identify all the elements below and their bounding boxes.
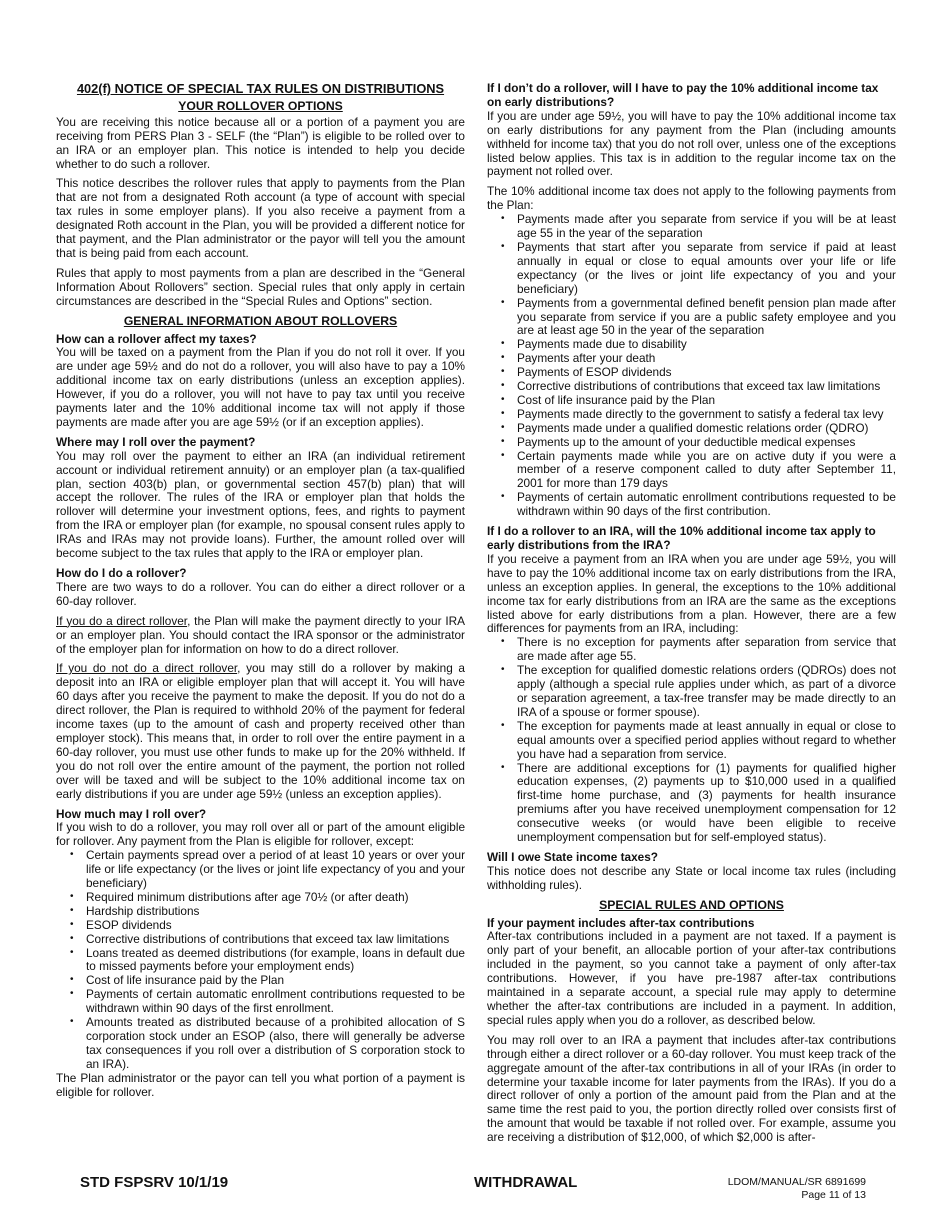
question-additional-tax: If I don’t do a rollover, will I have to pay the 10% additional income tax on early distributions? [487, 81, 879, 109]
answer-state-tax: This notice does not describe any State or local income tax rules (including withholding rules). [487, 863, 896, 892]
list-item: • There are additional exceptions for (1) payments for qualified higher education expenses, (2) payments up to $10,000 used in a qualified first-time home purchase, and (3) payments for health insurance premiums after you have received unemployment compensation for 12 consecutive weeks (or would have been eligible to receive unemployment compensation but for self-employed status). [517, 762, 896, 845]
manual-reference: LDOM/MANUAL/SR 6891699 [727, 1176, 866, 1188]
exceptions-list [56, 849, 465, 1072]
notice-title: 402(f) NOTICE OF SPECIAL TAX RULES ON DISTRIBUTIONS [76, 81, 445, 96]
list-item: • Corrective distributions of contributions that exceed tax law limitations [517, 380, 896, 394]
special-rules-heading: SPECIAL RULES AND OPTIONS [599, 897, 784, 912]
answer-ira-early: If you receive a payment from an IRA when you are under age 59½, you will have to pay the 10% additional income tax on early distributions from the IRA, unless an exception applies. In general, the exceptions to the 10% additional income tax for early distributions from an IRA are the same as the exceptions listed above for early distributions from a plan. However, there are a few differences for payments from an IRA, including: [487, 551, 896, 636]
question-how: How do I do a rollover? [56, 566, 187, 580]
list-item: • Payments from a governmental defined benefit pension plan made after you separate from service if you are a public safety employee and you are at least age 50 in the year of the separation [517, 297, 896, 339]
list-item: • Certain payments made while you are on active duty if you were a member of a reserve component called to duty after September 11, 2001 for more than 179 days [517, 450, 896, 492]
list-item: • Amounts treated as distributed because of a prohibited allocation of S corporation stock under an ESOP (also, there will generally be adverse tax consequences if you roll over a distribution of S corporation stock to an IRA). [86, 1016, 465, 1072]
answer-how-much: If you wish to do a rollover, you may roll over all or part of the amount eligible for rollover. Any payment from the Plan is eligible for rollover, except: [56, 820, 465, 849]
roth-paragraph: This notice describes the rollover rules that apply to payments from the Plan that are not from a designated Roth account (a type of account with special tax rules in some employer plans). If you also receive a payment from a designated Roth account in the Plan, you will be provided a different notice for that payment, and the Plan administrator or the payor will tell you the amount that is being paid from each account. [56, 176, 465, 260]
list-item: • The exception for qualified domestic relations orders (QDROs) does not apply (although a special rule applies under which, as part of a divorce or separation agreement, a tax-free transfer may be made directly to an IRA of a spouse or former spouse). [517, 664, 896, 720]
list-item: • Hardship distributions [86, 905, 465, 919]
list-item: • Payments made under a qualified domestic relations order (QDRO) [517, 422, 896, 436]
list-item: • Payments made directly to the government to satisfy a federal tax levy [517, 408, 896, 422]
list-item: • Payments of certain automatic enrollment contributions requested to be withdrawn within 90 days of the first contribution. [517, 491, 896, 519]
list-item: • ESOP dividends [86, 919, 465, 933]
indirect-rollover-lead: If you do not do a direct rollover [56, 661, 238, 676]
form-id: STD FSPSRV 10/1/19 [80, 1174, 229, 1191]
question-ira-early: If I do a rollover to an IRA, will the 10% additional income tax apply to early distributions from the IRA? [487, 524, 876, 552]
eligible-portion-note: The Plan administrator or the payor can tell you what portion of a payment is eligible for rollover. [56, 1070, 465, 1099]
question-where: Where may I roll over the payment? [56, 434, 256, 449]
question-state-tax: Will I owe State income taxes? [487, 849, 658, 864]
list-item: • Payments after your death [517, 352, 896, 366]
right-column [487, 80, 896, 1160]
answer-taxes: You will be taxed on a payment from the Plan if you do not roll it over. If you are under age 59½ and do not do a rollover, you will also have to pay a 10% additional income tax on early distributions (unless an exception applies). However, if you do a rollover, you will not have to pay tax until you receive payments later and the 10% additional income tax will not apply if those payments are made after you are age 59½ (or if an exception applies). [56, 345, 465, 429]
list-item: • Loans treated as deemed distributions (for example, loans in default due to missed payments before your employment ends) [86, 947, 465, 975]
list-item: • Cost of life insurance paid by the Plan [517, 394, 896, 408]
list-item: • The exception for payments made at least annually in equal or close to equal amounts over a specified period applies without regard to whether you have had a separation from service. [517, 720, 896, 762]
list-item: • Payments of certain automatic enrollment contributions requested to be withdrawn within 90 days of the first enrollment. [86, 988, 465, 1016]
intro-paragraph: You are receiving this notice because all or a portion of a payment you are receiving from PERS Plan 3 - SELF (the “Plan”) is eligible to be rolled over to an IRA or an employer plan. This notice is intended to help you decide whether to do such a rollover. [56, 114, 465, 171]
list-item: • Required minimum distributions after age 70½ (or after death) [86, 891, 465, 905]
form-type: WITHDRAWAL [474, 1174, 578, 1191]
question-taxes: How can a rollover affect my taxes? [56, 331, 257, 346]
after-tax-rollover-paragraph: You may roll over to an IRA a payment that includes after-tax contributions through either a direct rollover or a 60-day rollover. You must keep track of the aggregate amount of the after-tax contributions in all of your IRAs (in order to determine your taxable income for later payments from the IRAs). If you do a direct rollover of only a portion of the amount paid from the Plan and at the same time the rest paid to you, the portion directly rolled over consists first of the amount that would be taxable if not rolled over. For example, assume you are receiving a distribution of $12,000, of which $2,000 is after- [487, 1032, 896, 1145]
direct-rollover-paragraph [56, 615, 465, 657]
list-item: • Payments made due to disability [517, 338, 896, 352]
list-item: • Payments that start after you separate from service if paid at least annually in equal or close to equal amounts over your life or life expectancy (or the lives or joint life expectancy of you and your beneficiary) [517, 241, 896, 297]
direct-rollover-lead: If you do a direct rollover [56, 613, 188, 628]
rollover-options-heading: YOUR ROLLOVER OPTIONS [178, 98, 343, 113]
ira-differences-list [487, 636, 896, 845]
additional-tax-exceptions-intro: The 10% additional income tax does not apply to the following payments from the Plan: [487, 184, 896, 213]
direct-rollover-text: , the Plan will make the payment directly to your IRA or an employer plan. You should contact the IRA sponsor or the administrator of the employer plan for information on how to do a direct rollover. [56, 613, 465, 656]
answer-where: You may roll over the payment to either an IRA (an individual retirement account or individual retirement annuity) or an employer plan (a tax-qualified plan, section 403(b) plan, or governmental section 457(b) plan) that will accept the rollover. The rules of the IRA or employer plan that holds the rollover will determine your investment options, fees, and rights to payment from the IRA or employer plan (for example, no spousal consent rules apply to IRAs and IRAs may not provide loans). Further, the amount rolled over will become subject to the tax rules that apply to the IRA or employer plan. [56, 448, 465, 561]
rules-paragraph: Rules that apply to most payments from a plan are described in the “General Information About Rollovers” section. Special rules that only apply in certain circumstances are described in the “Special Rules and Options” section. [56, 265, 465, 308]
footer-reference [728, 1176, 866, 1202]
left-column [56, 80, 465, 1160]
list-item: • Payments up to the amount of your deductible medical expenses [517, 436, 896, 450]
list-item: • There is no exception for payments after separation from service that are made after age 55. [517, 636, 896, 664]
answer-how: There are two ways to do a rollover. You can do either a direct rollover or a 60-day rollover. [56, 579, 465, 608]
page-number: Page 11 of 13 [801, 1189, 866, 1201]
answer-after-tax: After-tax contributions included in a payment are not taxed. If a payment is only part of your benefit, an allocable portion of your after-tax contributions included in the payment, so you cannot take a payment of only after-tax contributions. However, if you have pre-1987 after-tax contributions maintained in a separate account, a special rule may apply to determine whether the after-tax contributions are included in a payment. In addition, special rules apply when you do a rollover, as described below. [487, 929, 896, 1027]
indirect-rollover-paragraph [56, 662, 465, 801]
answer-additional-tax: If you are under age 59½, you will have to pay the 10% additional income tax on early distributions for any payment from the Plan (including amounts withheld for income tax) that you do not roll over, unless one of the exceptions listed below applies. This tax is in addition to the regular income tax on the payment not rolled over. [487, 108, 896, 179]
question-after-tax: If your payment includes after-tax contributions [487, 915, 755, 930]
list-item: • Corrective distributions of contributions that exceed tax law limitations [86, 933, 465, 947]
page-footer [80, 1170, 866, 1204]
list-item: • Payments of ESOP dividends [517, 366, 896, 380]
additional-tax-exceptions-list [487, 213, 896, 519]
list-item: • Certain payments spread over a period of at least 10 years or over your life or life expectancy (or the lives or joint life expectancy of you and your beneficiary) [86, 849, 465, 891]
list-item: • Cost of life insurance paid by the Plan [86, 974, 465, 988]
general-info-heading: GENERAL INFORMATION ABOUT ROLLOVERS [123, 313, 398, 328]
notice-page [56, 80, 896, 1160]
indirect-rollover-text: , you may still do a rollover by making a deposit into an IRA or eligible employer plan that will accept it. You will have 60 days after you receive the payment to make the deposit. If you do not do a direct rollover, the Plan is required to withhold 20% of the payment for federal income taxes (up to the amount of cash and property received other than employer stock). This means that, in order to roll over the entire payment in a 60-day rollover, you must use other funds to make up for the 20% withheld. If you do not roll over the entire amount of the payment, the portion not rolled over will be taxed and will be subject to the 10% additional income tax on early distributions if you are under age 59½ (unless an exception applies). [56, 661, 465, 801]
list-item: • Payments made after you separate from service if you will be at least age 55 in the year of the separation [517, 213, 896, 241]
question-how-much: How much may I roll over? [56, 806, 207, 821]
